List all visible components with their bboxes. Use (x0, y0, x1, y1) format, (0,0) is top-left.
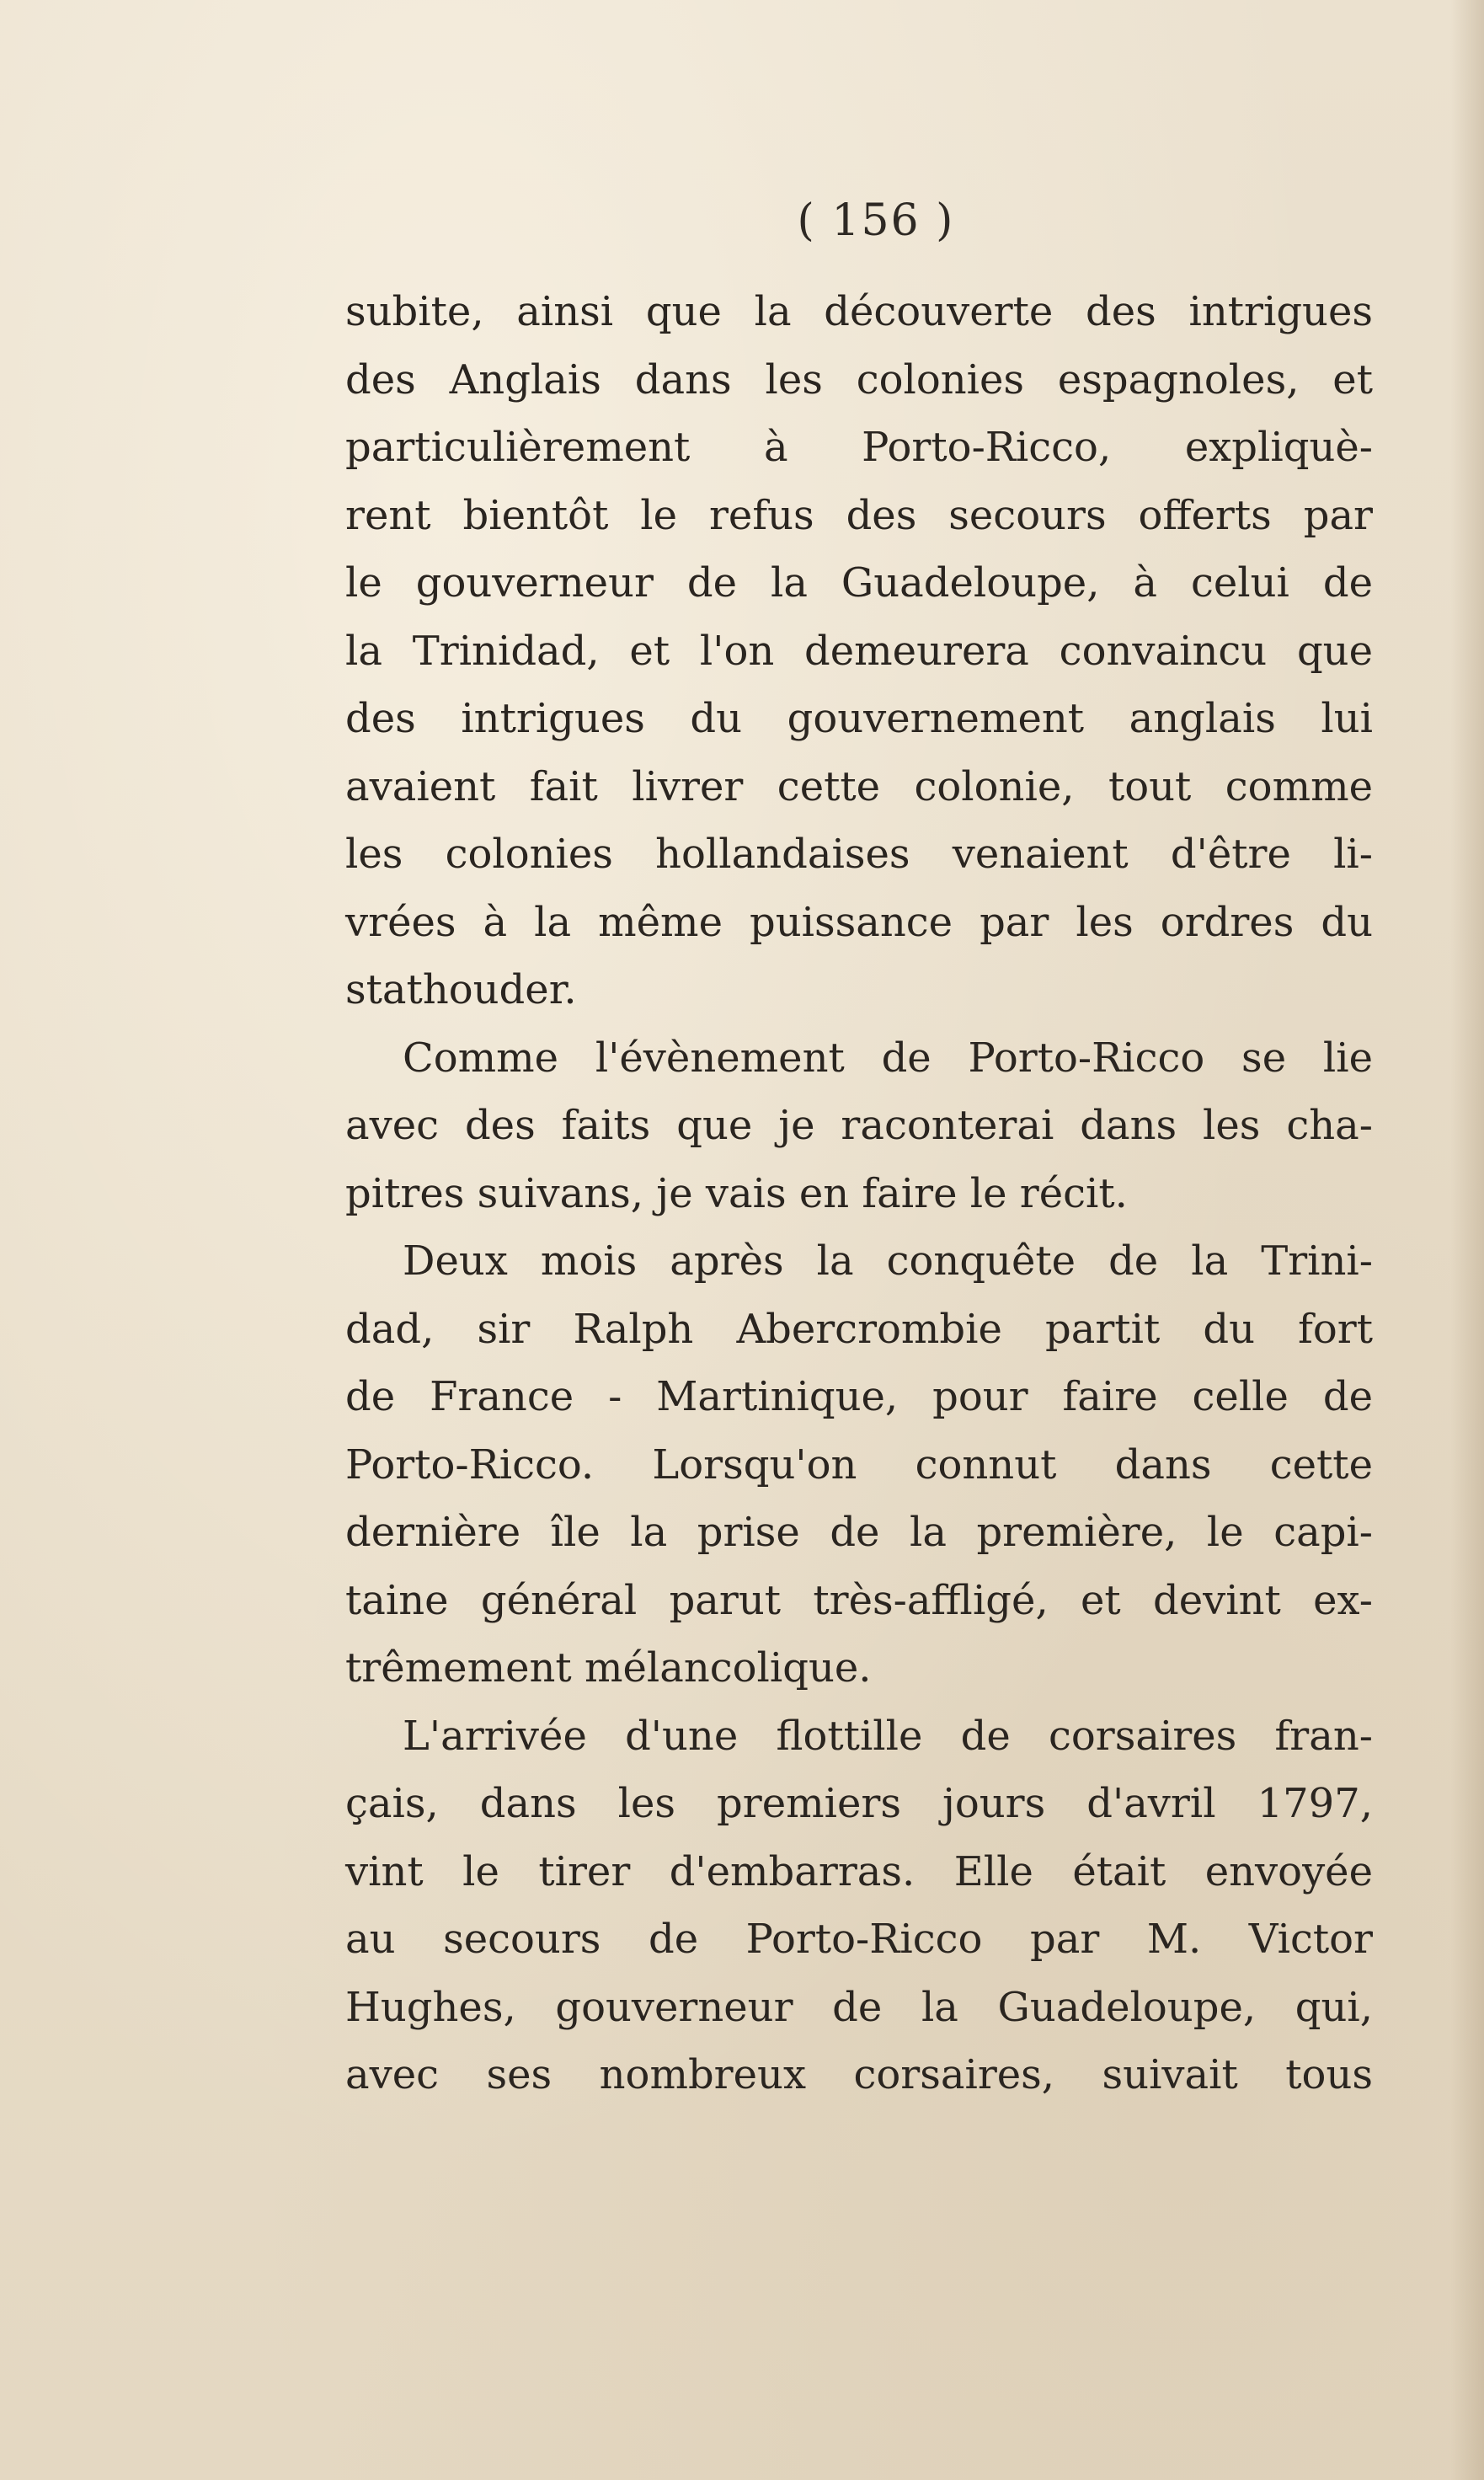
text-line: çais, dans les premiers jours d'avril 1797, (345, 1780, 1373, 1827)
paragraph (345, 1024, 1373, 1228)
text-line: Comme l'évènement de Porto-Ricco se lie (403, 1034, 1373, 1082)
text-line: trêmement mélancolique. (345, 1644, 872, 1692)
text-line: des intrigues du gouvernement anglais lui (345, 695, 1373, 742)
paragraph (345, 1227, 1373, 1702)
text-line: au secours de Porto-Ricco par M. Victor (345, 1916, 1373, 1963)
text-line: particulièrement à Porto-Ricco, expliquè- (345, 424, 1373, 471)
paragraph (345, 1702, 1373, 2109)
body-text (345, 278, 1373, 2109)
text-line: avec des faits que je raconterai dans les cha- (345, 1102, 1373, 1149)
text-line: les colonies hollandaises venaient d'être li- (345, 831, 1373, 878)
paragraph (345, 278, 1373, 1024)
text-line: Porto-Ricco. Lorsqu'on connut dans cette (345, 1440, 1373, 1489)
text-line: vrées à la même puissance par les ordres du (345, 898, 1373, 946)
text-line: la Trinidad, et l'on demeurera convaincu que (345, 627, 1373, 675)
text-line: de France - Martinique, pour faire celle de (345, 1373, 1373, 1420)
text-line: dernière île la prise de la première, le capi- (345, 1509, 1373, 1556)
text-line: le gouverneur de la Guadeloupe, à celui de (345, 559, 1373, 607)
text-line: stathouder. (345, 966, 577, 1013)
text-line: Hughes, gouverneur de la Guadeloupe, qui, (345, 1983, 1373, 2031)
text-line: des Anglais dans les colonies espagnoles, et (345, 355, 1373, 404)
text-line: pitres suivans, je vais en faire le récit. (345, 1169, 1128, 1217)
text-line: subite, ainsi que la découverte des intrigues (345, 288, 1373, 335)
page-number: ( 156 ) (797, 195, 955, 246)
page-edge-shadow (1450, 0, 1484, 2480)
text-line: avec ses nombreux corsaires, suivait tous (345, 2051, 1373, 2098)
text-line: dad, sir Ralph Abercrombie partit du fort (345, 1305, 1373, 1353)
text-line: avaient fait livrer cette colonie, tout comme (345, 762, 1373, 810)
text-line: taine général parut très-affligé, et devint ex- (345, 1576, 1373, 1624)
text-line: L'arrivée d'une flottille de corsaires fran- (403, 1712, 1373, 1760)
text-line: vint le tirer d'embarras. Elle était envoyée (345, 1847, 1373, 1895)
text-line: Deux mois après la conquête de la Trini- (403, 1237, 1373, 1285)
text-line: rent bientôt le refus des secours offerts par (345, 491, 1373, 539)
